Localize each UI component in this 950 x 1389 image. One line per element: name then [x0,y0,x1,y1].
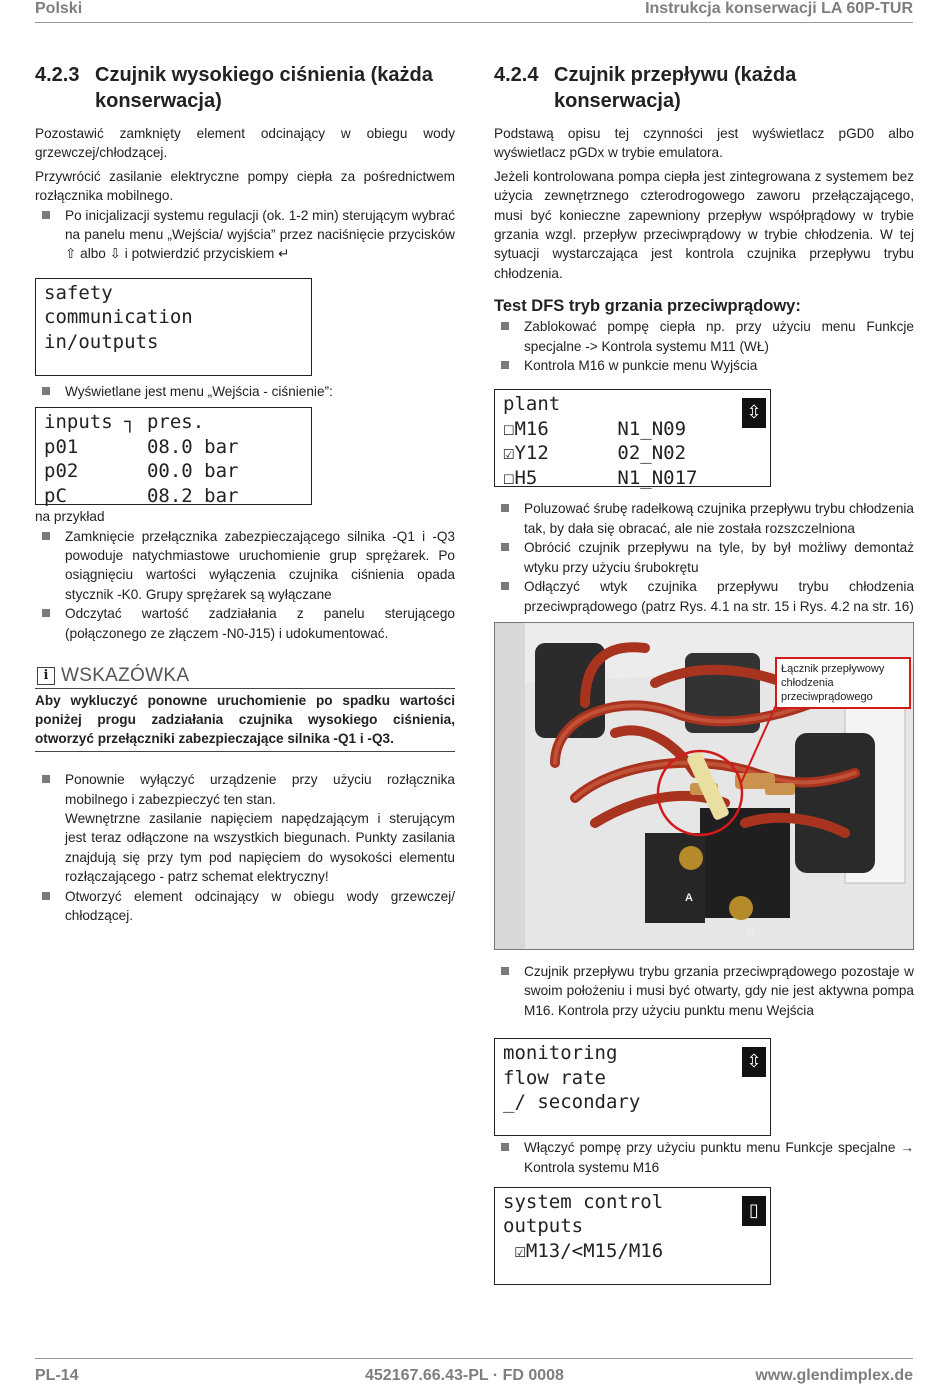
lcd-display-plant [494,389,771,487]
note-text: Aby wykluczyć ponowne uruchomienie po spadku wartości poniżej progu zadziałania czujnika wysokiego ciśnienia, otworzyć przełączniki zabezpieczające silnika -Q1 i -Q3. [35,689,455,752]
list-item: Otworzyć element odcinający w obiegu wody grzewczej/ chłodzącej. [35,887,455,926]
info-icon: i [37,667,55,685]
list-item: Czujnik przepływu trybu grzania przeciwprądowego pozostaje w swoim położeniu i musi być otwarty, gdy nie jest aktywna pompa M16. Kontrola przy użyciu punktu menu Wejścia [494,962,914,1020]
list-item: Odczytać wartość zadziałania z panelu sterującego (połączonego ze złączem -N0-J15) i udokumentować. [35,604,455,643]
lcd-line: ☐M16 N1_N09 [503,417,687,440]
bullet-list [494,1138,914,1177]
page-header [35,0,913,23]
lcd-line: communication [44,306,193,329]
list-item-text: Wewnętrzne zasilanie napięciem napędzającym i sterującym jest teraz odłączone na wszystkich biegunach. Punkty zasilania znajdują się przy tym pod napięciem do wysokości elementu rozłączającego - patrz schemat elektryczny! [65,810,455,885]
list-item: Zablokować pompę ciepła np. przy użyciu menu Funkcje specjalne -> Kontrola systemu M11 (WŁ) [494,317,914,356]
paragraph: Podstawą opisu tej czynności jest wyświetlacz pGD0 albo wyświetlacz pGDx w trybie emulatora. [494,126,914,161]
section-title: Czujnik wysokiego ciśnienia (każda konserwacja) [95,64,433,112]
callout-label: Łącznik przepływowy chłodzenia przeciwprądowego [775,657,911,709]
bullet-list [35,770,455,925]
note-title: WSKAZÓWKA [61,665,190,687]
list-item: Włączyć pompę przy użyciu punktu menu Funkcje specjalne → Kontrola systemu M16 [494,1138,914,1177]
document-title: Instrukcja konserwacji LA 60P-TUR [645,0,913,17]
lcd-line: safety [44,281,113,304]
list-item: Po inicjalizacji systemu regulacji (ok. 1-2 min) sterującym wybrać na panelu menu „Wejścia/ wyjścia” przez naciśnięcie przycisków ⇧ albo ⇩ i potwierdzić przyciskiem ↵ [35,206,455,264]
document-code: 452167.66.43-PL · FD 0008 [365,1367,564,1384]
lcd-line: _/ secondary [503,1091,641,1114]
lcd-line: ☑M13/<M15/M16 [503,1239,664,1262]
lcd-display-pressure-inputs [35,407,312,505]
navigation-icon: ⇳ [742,398,766,428]
list-item: Wyświetlane jest menu „Wejścia - ciśnienie”: [35,382,455,401]
lcd-line: p02 00.0 bar [44,460,239,483]
lcd-line: ☐H5 N1_N017 [503,466,698,489]
lcd-line: pC 08.2 bar [44,484,239,507]
bullet-list [494,962,914,1020]
example-caption: na przykład [35,509,105,525]
note-box [35,665,455,752]
paragraph: Przywrócić zasilanie elektryczne pompy ciepła za pośrednictwem rozłącznika mobilnego. [35,168,455,204]
left-column [35,62,455,925]
lcd-line: monitoring [503,1042,618,1065]
subheading: Test DFS tryb grzania przeciwprądowy: [494,297,801,316]
list-item: Poluzować śrubę radełkową czujnika przepływu trybu chłodzenia tak, by dała się obracać, ale nie została rozszczelniona [494,499,914,538]
battery-icon: ▯ [742,1196,766,1226]
website-url: www.glendimplex.de [755,1367,913,1384]
lcd-line: inputs ┐ pres. [44,411,205,434]
lcd-line: system control [503,1190,664,1213]
bullet-list [35,206,455,264]
lcd-line: plant [503,393,561,416]
list-item: Odłączyć wtyk czujnika przepływu trybu chłodzenia przeciwprądowego (patrz Rys. 4.1 na str. 15 i Rys. 4.2 na str. 16) [494,577,914,616]
paragraph: Jeżeli kontrolowana pompa ciepła jest zintegrowana z systemem bez użycia zewnętrznego czterodrogowego zaworu przełączającego, musi być konieczne zapewniony przepływ współprądowy w trybie grzania wzgl. przepływ przeciwprądowy w trybie chłodzenia. W tej sytuacji wystarczająca jest kontrola czujnika przepływu trybu chłodzenia. [494,168,914,281]
section-number: 4.2.4 [494,64,539,86]
note-header [35,665,455,689]
label-a: A [685,891,693,904]
bullet-list [494,317,914,375]
page-number: PL-14 [35,1367,79,1384]
bullet-list [494,499,914,615]
section-number: 4.2.3 [35,64,80,86]
lcd-line: flow rate [503,1066,606,1089]
lcd-display-main-menu [35,278,312,376]
list-item [35,770,455,886]
right-column [494,62,914,1285]
bullet-list [35,382,455,401]
bullet-list [35,527,455,643]
page-footer [35,1358,913,1389]
list-item: Obrócić czujnik przepływu na tyle, by był możliwy demontaż wtyku przy użyciu śrubokrętu [494,538,914,577]
lcd-line: in/outputs [44,330,159,353]
lcd-display-system-control [494,1187,771,1285]
section-title: Czujnik przepływu (każda konserwacja) [554,64,797,112]
lcd-line: ☑Y12 02_N02 [503,442,687,465]
lcd-display-monitoring [494,1038,771,1136]
lcd-line: outputs [503,1215,584,1238]
section-heading-4-2-4 [494,62,914,114]
paragraph: Pozostawić zamknięty element odcinający w obiegu wody grzewczej/chłodzącej. [35,126,455,161]
list-item: Zamknięcie przełącznika zabezpieczającego silnika -Q1 i -Q3 powoduje natychmiastowe uruchomienie grup sprężarek. Po osiągnięciu wartości wyłączenia czujnika ciśnienia opada stycznik -K0. Grupy sprężarek są wyłączane [35,527,455,605]
label-b: B [747,927,755,940]
section-heading-4-2-3 [35,62,455,114]
list-item-text: Ponownie wyłączyć urządzenie przy użyciu rozłącznika mobilnego i zabezpieczyć ten stan. [65,772,455,807]
flow-switch-photo [494,622,914,950]
lcd-line: p01 08.0 bar [44,435,239,458]
language-label: Polski [35,0,83,17]
navigation-icon: ⇳ [742,1047,766,1077]
list-item: Kontrola M16 w punkcie menu Wyjścia [494,356,914,375]
